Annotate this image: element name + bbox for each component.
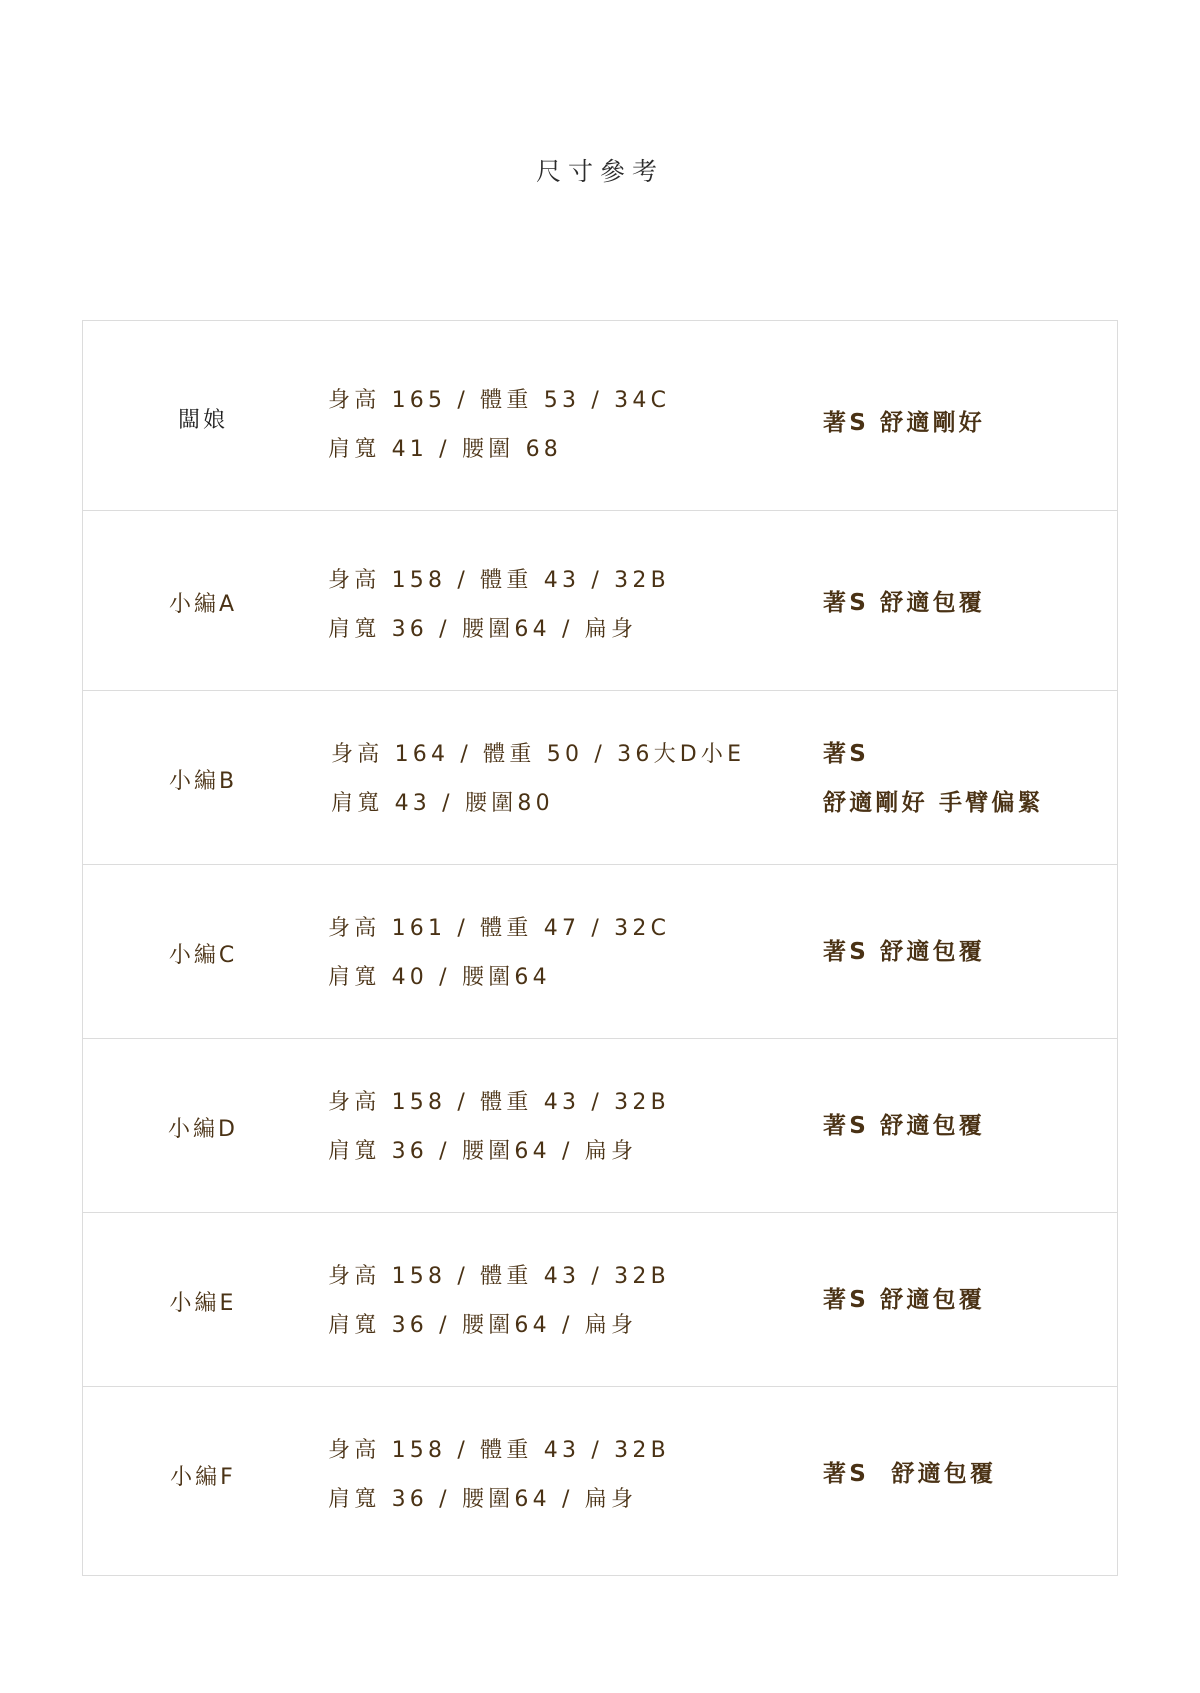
fit-note xyxy=(823,730,1113,828)
measurements-line-2: 肩寬 36 / 腰圍64 / 扁身 xyxy=(328,1313,638,1338)
measurements-line-2: 肩寬 40 / 腰圍64 xyxy=(328,965,551,990)
fit-note-line-1: 著S 舒適包覆 xyxy=(823,1461,997,1487)
model-name: 闆娘 xyxy=(177,408,228,433)
fit-note-line-1: 著S 舒適包覆 xyxy=(823,1287,985,1313)
fit-note-line-1: 著S 舒適包覆 xyxy=(823,939,985,965)
model-measurements xyxy=(331,730,851,828)
measurements-line-1: 身高 164 / 體重 50 / 36大D小E xyxy=(331,742,746,767)
table-row xyxy=(83,1213,1117,1387)
fit-note-line-2: 舒適剛好 手臂偏緊 xyxy=(823,790,1044,816)
measurements-line-1: 身高 165 / 體重 53 / 34C xyxy=(328,388,671,413)
fit-note-line-1: 著S 舒適包覆 xyxy=(823,590,985,616)
fit-note-line-1: 著S 舒適剛好 xyxy=(823,410,985,436)
measurements-line-1: 身高 158 / 體重 43 / 32B xyxy=(328,1264,670,1289)
measurements-line-1: 身高 158 / 體重 43 / 32B xyxy=(328,1090,670,1115)
fit-note xyxy=(823,1102,1113,1151)
measurements-line-1: 身高 161 / 體重 47 / 32C xyxy=(328,916,671,941)
measurements-line-2: 肩寬 36 / 腰圍64 / 扁身 xyxy=(328,1139,638,1164)
model-measurements xyxy=(328,1426,848,1524)
table-row xyxy=(83,1387,1117,1575)
measurements-line-2: 肩寬 36 / 腰圍64 / 扁身 xyxy=(328,617,638,642)
model-measurements xyxy=(328,556,848,654)
model-name: 小編B xyxy=(168,769,238,794)
measurements-line-1: 身高 158 / 體重 43 / 32B xyxy=(328,568,670,593)
model-name: 小編C xyxy=(168,943,238,968)
table-row xyxy=(83,1039,1117,1213)
table-row xyxy=(83,321,1117,511)
table-row xyxy=(83,511,1117,691)
model-measurements xyxy=(328,1252,848,1350)
fit-note xyxy=(823,928,1113,977)
measurements-line-2: 肩寬 41 / 腰圍 68 xyxy=(328,437,562,462)
table-row xyxy=(83,691,1117,865)
model-name: 小編D xyxy=(168,1117,238,1142)
model-measurements xyxy=(328,376,848,474)
model-name: 小編A xyxy=(168,592,238,617)
fit-note-line-1: 著S 舒適包覆 xyxy=(823,1113,985,1139)
measurements-line-2: 肩寬 36 / 腰圍64 / 扁身 xyxy=(328,1487,638,1512)
measurements-line-1: 身高 158 / 體重 43 / 32B xyxy=(328,1438,670,1463)
table-row xyxy=(83,865,1117,1039)
page-title: 尺寸參考 xyxy=(535,157,664,186)
fit-note xyxy=(823,579,1113,628)
model-measurements xyxy=(328,904,848,1002)
model-name: 小編E xyxy=(169,1291,237,1316)
fit-note xyxy=(823,399,1113,448)
fit-note xyxy=(823,1450,1113,1499)
model-measurements xyxy=(328,1078,848,1176)
fit-note xyxy=(823,1276,1113,1325)
size-reference-table xyxy=(82,320,1118,1576)
model-name: 小編F xyxy=(170,1465,236,1490)
fit-note-line-1: 著S xyxy=(823,741,869,767)
measurements-line-2: 肩寬 43 / 腰圍80 xyxy=(331,791,554,816)
